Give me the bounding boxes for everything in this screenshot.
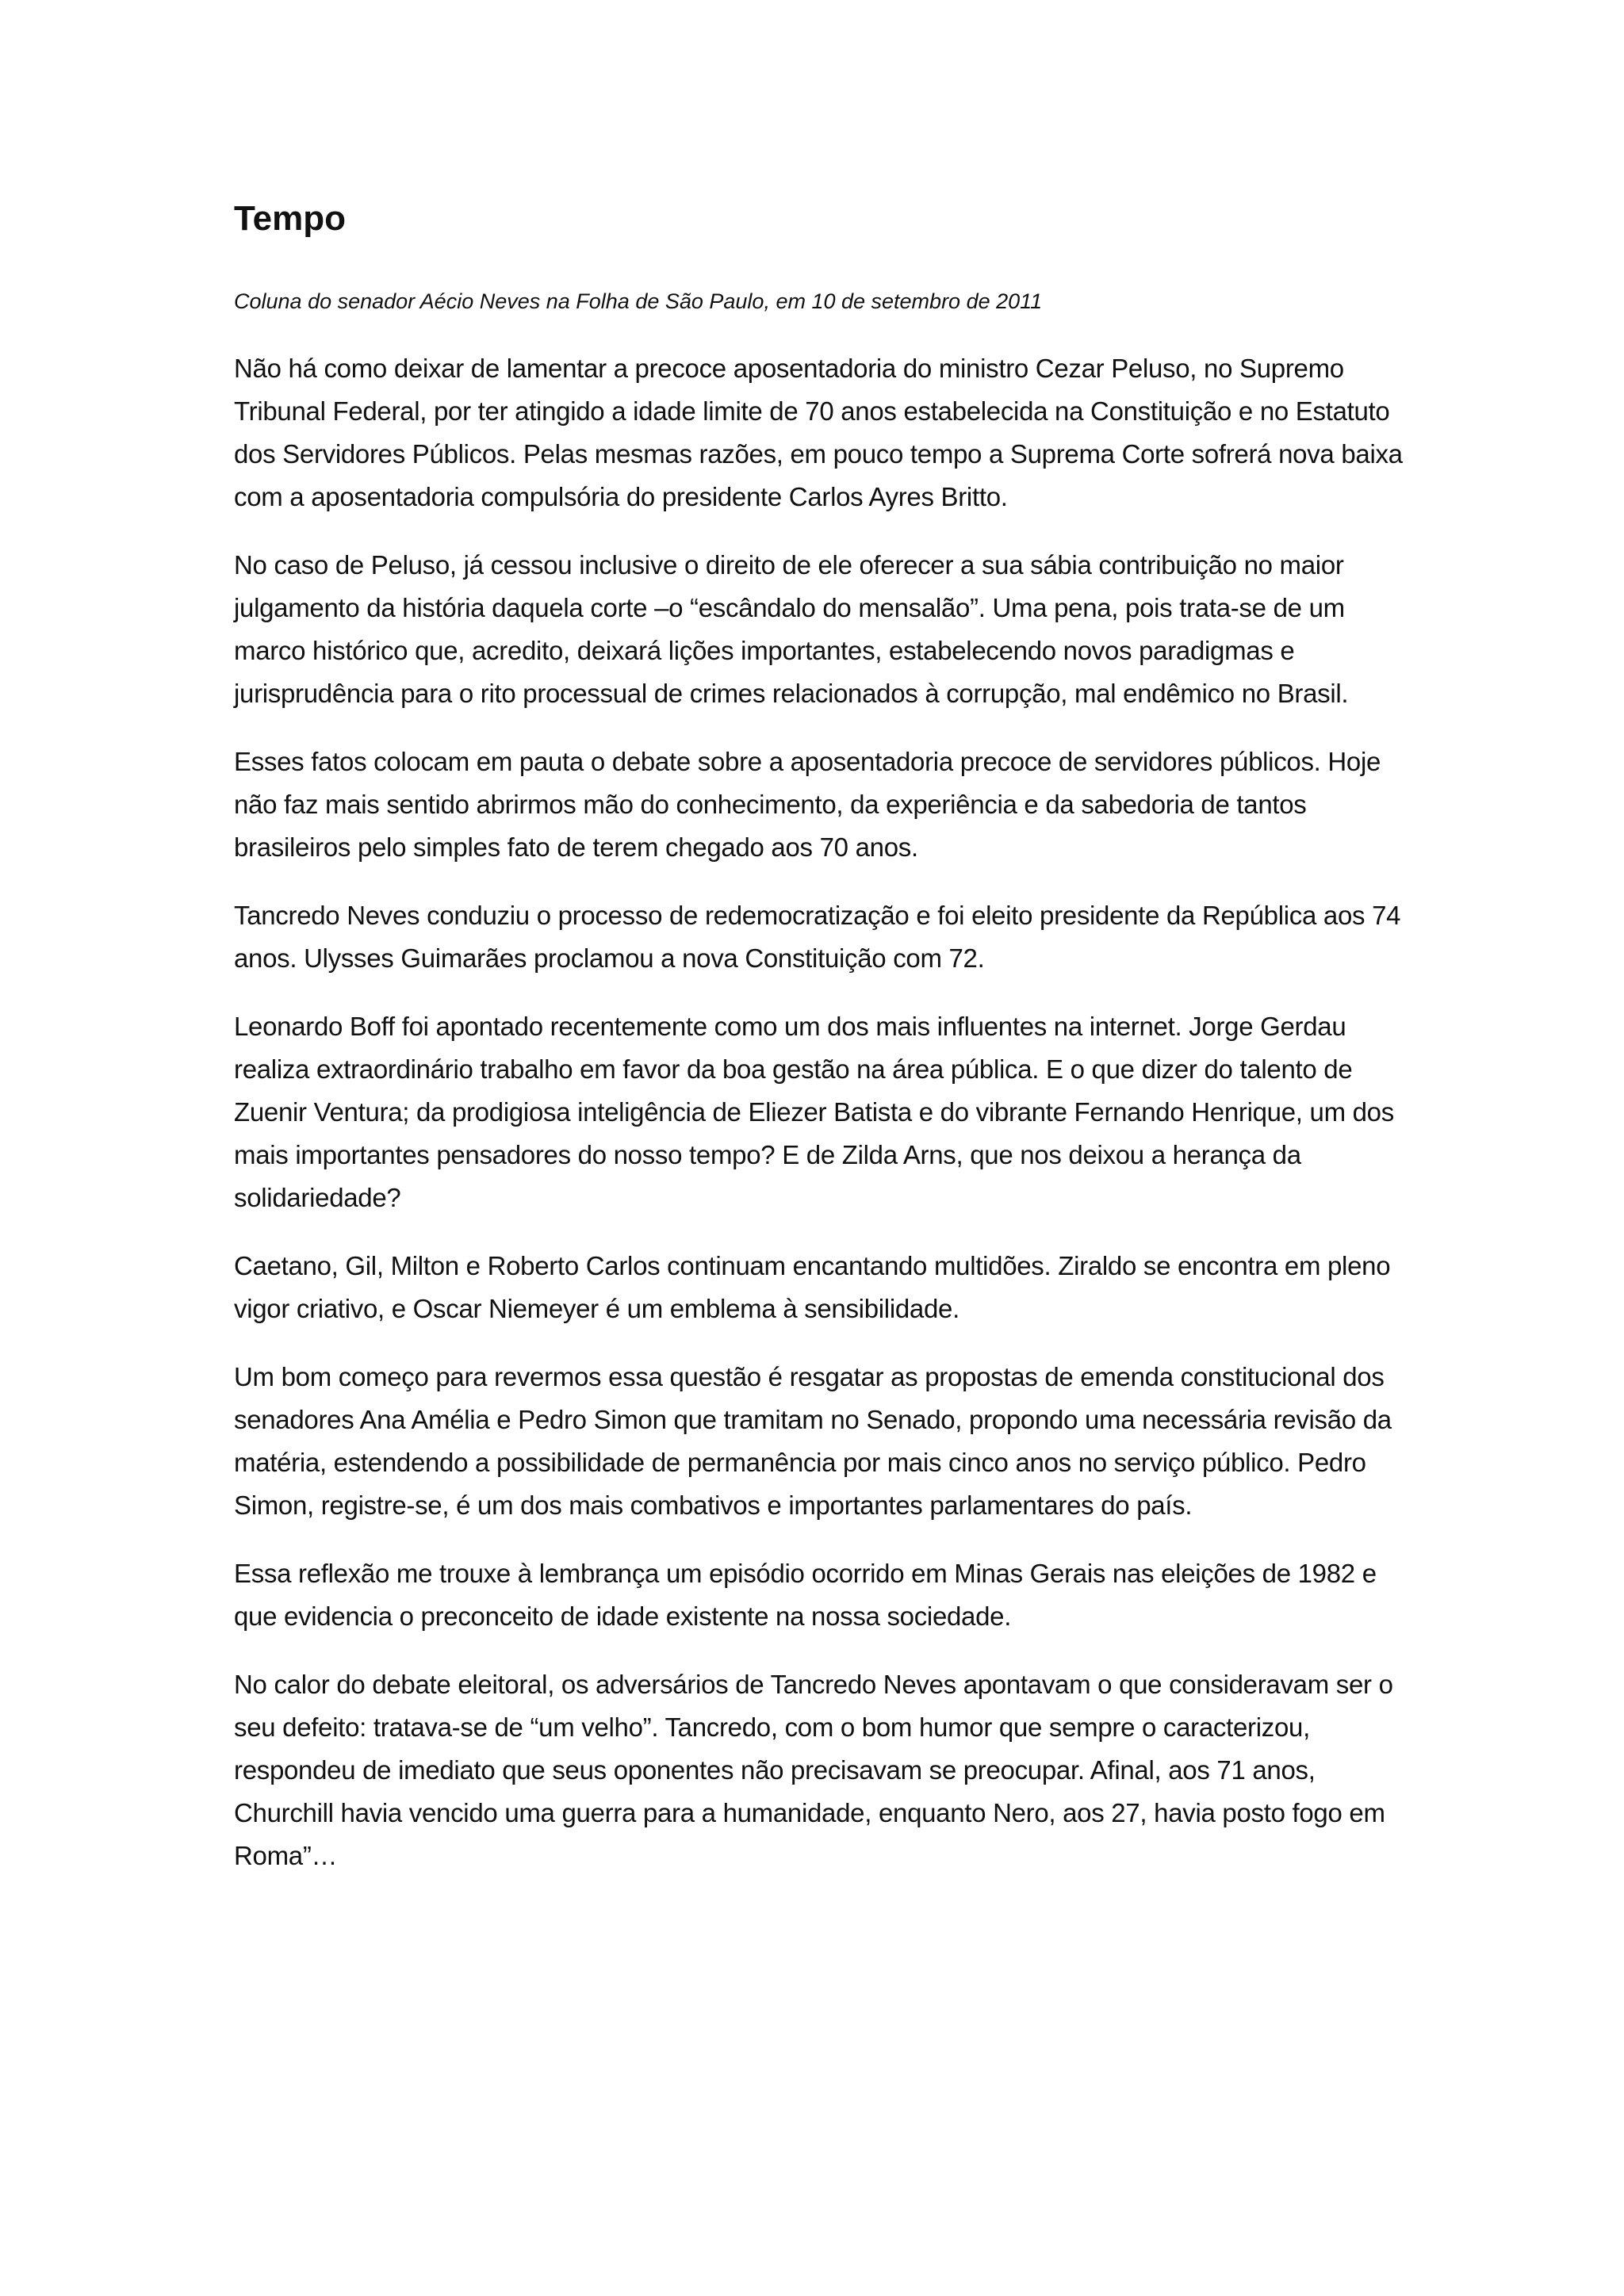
document-title: Tempo — [234, 199, 346, 238]
paragraph-6: Caetano, Gil, Milton e Roberto Carlos continuam encantando multidões. Ziraldo se encontra em pleno vigor criativo, e Oscar Niemeyer é um emblema à sensibilidade. — [234, 1251, 1391, 1323]
paragraph-5: Leonardo Boff foi apontado recentemente como um dos mais influentes na internet. Jorge Gerdau realiza extraordinário trabalho em favor da boa gestão na área pública. E o que dizer do talento de Zuenir Ventura; da prodigiosa inteligência de Eliezer Batista e do vibrante Fernando Henrique, um dos mais importantes pensadores do nosso tempo? E de Zilda Arns, que nos deixou a herança da solidariedade? — [234, 1012, 1394, 1212]
paragraph-8: Essa reflexão me trouxe à lembrança um episódio ocorrido em Minas Gerais nas eleições de 1982 e que evidencia o preconceito de idade existente na nossa sociedade. — [234, 1559, 1377, 1631]
paragraph-3: Esses fatos colocam em pauta o debate sobre a aposentadoria precoce de servidores públicos. Hoje não faz mais sentido abrirmos mão do conhecimento, da experiência e da sabedoria de tantos brasileiros pelo simples fato de terem chegado aos 70 anos. — [234, 747, 1381, 862]
paragraph-2: No caso de Peluso, já cessou inclusive o direito de ele oferecer a sua sábia contribuição no maior julgamento da história daquela corte –o “escândalo do mensalão”. Uma pena, pois trata-se de um marco histórico que, acredito, deixará lições importantes, estabelecendo novos paradigmas e jurisprudência para o rito processual de crimes relacionados à corrupção, mal endêmico no Brasil. — [234, 550, 1349, 708]
document-subtitle: Coluna do senador Aécio Neves na Folha de São Paulo, em 10 de setembro de 2011 — [234, 289, 1043, 313]
paragraph-7: Um bom começo para revermos essa questão é resgatar as propostas de emenda constitucional dos senadores Ana Amélia e Pedro Simon que tramitam no Senado, propondo uma necessária revisão da matéria, estendendo a possibilidade de permanência por mais cinco anos no serviço público. Pedro Simon, registre-se, é um dos mais combativos e importantes parlamentares do país. — [234, 1362, 1392, 1520]
paragraph-9: No calor do debate eleitoral, os adversários de Tancredo Neves apontavam o que consideravam ser o seu defeito: tratava-se de “um velho”. Tancredo, com o bom humor que sempre o caracterizou, respondeu de imediato que seus oponentes não precisavam se preocupar. Afinal, aos 71 anos, Churchill havia vencido uma guerra para a humanidade, enquanto Nero, aos 27, havia posto fogo em Roma”… — [234, 1670, 1393, 1870]
paragraph-1: Não há como deixar de lamentar a precoce aposentadoria do ministro Cezar Peluso, no Supremo Tribunal Federal, por ter atingido a idade limite de 70 anos estabelecida na Constituição e no Estatuto dos Servidores Públicos. Pelas mesmas razões, em pouco tempo a Suprema Corte sofrerá nova baixa com a aposentadoria compulsória do presidente Carlos Ayres Britto. — [234, 354, 1403, 511]
paragraph-4: Tancredo Neves conduziu o processo de redemocratização e foi eleito presidente da República aos 74 anos. Ulysses Guimarães proclamou a nova Constituição com 72. — [234, 901, 1401, 973]
document-page — [234, 190, 1408, 1903]
